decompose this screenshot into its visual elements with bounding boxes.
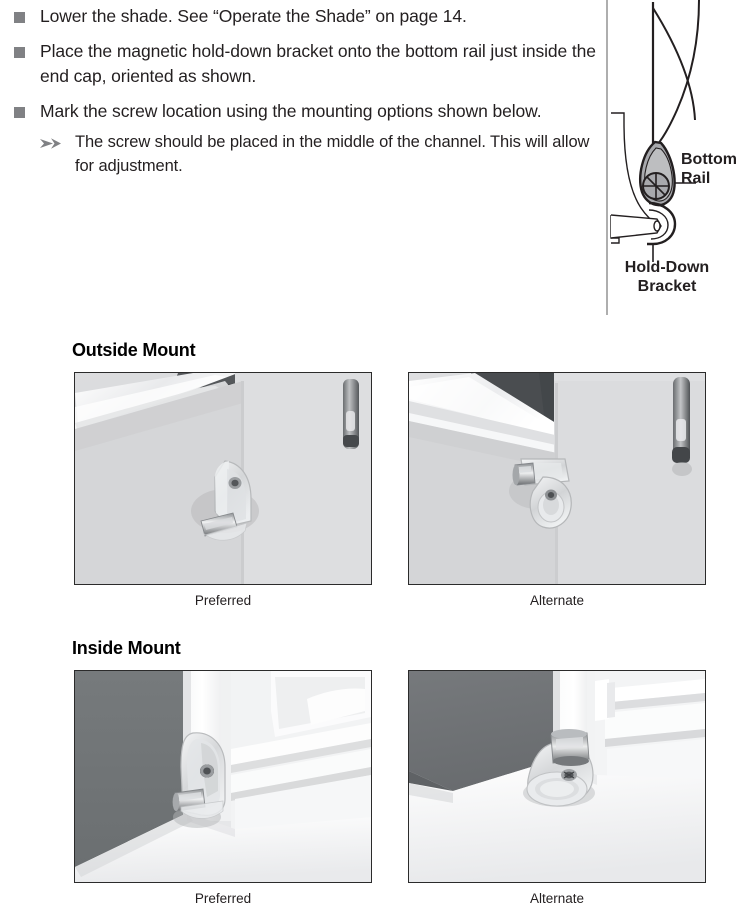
photo-caption: Preferred bbox=[194, 593, 252, 608]
photo-pair bbox=[0, 670, 753, 915]
photo-block-outside-preferred bbox=[74, 372, 372, 608]
photo-caption: Preferred bbox=[194, 891, 252, 906]
photo-block-outside-alternate bbox=[408, 372, 706, 608]
arrow-bullet-icon bbox=[40, 137, 62, 150]
label-hold-down-bracket bbox=[597, 258, 737, 296]
instruction-substep-text: The screw should be placed in the middle of the channel. This will allow for adjustment. bbox=[75, 133, 590, 175]
photo-block-inside-alternate bbox=[408, 670, 706, 906]
section-title: Inside Mount bbox=[72, 638, 181, 658]
photo-pair bbox=[0, 372, 753, 617]
photo-outside-preferred bbox=[74, 372, 372, 585]
square-bullet-icon bbox=[14, 47, 25, 58]
photo-inside-alternate bbox=[408, 670, 706, 883]
label-hold-down-line2: Bracket bbox=[637, 278, 697, 295]
instruction-list bbox=[0, 0, 600, 188]
label-bottom-rail-line1: Bottom bbox=[681, 151, 737, 168]
square-bullet-icon bbox=[14, 12, 25, 23]
label-bottom-rail-line2: Rail bbox=[681, 170, 711, 187]
instruction-step bbox=[0, 39, 600, 89]
photo-caption: Alternate bbox=[529, 593, 585, 608]
instruction-step bbox=[0, 4, 600, 29]
instruction-step bbox=[0, 99, 600, 178]
hold-down-bracket-diagram bbox=[595, 0, 753, 315]
instruction-step-text: Place the magnetic hold-down bracket onto the bottom rail just inside the end cap, oriented as shown. bbox=[40, 41, 596, 86]
square-bullet-icon bbox=[14, 107, 25, 118]
instruction-step-text: Lower the shade. See “Operate the Shade” on page 14. bbox=[40, 6, 467, 26]
label-hold-down-line1: Hold-Down bbox=[624, 259, 710, 276]
photo-inside-preferred bbox=[74, 670, 372, 883]
instruction-substep bbox=[40, 130, 600, 178]
photo-caption: Alternate bbox=[529, 891, 585, 906]
section-title: Outside Mount bbox=[72, 340, 196, 360]
instruction-step-text: Mark the screw location using the mounting options shown below. bbox=[40, 101, 542, 121]
photo-outside-alternate bbox=[408, 372, 706, 585]
photo-block-inside-preferred bbox=[74, 670, 372, 906]
label-bottom-rail bbox=[681, 150, 751, 188]
